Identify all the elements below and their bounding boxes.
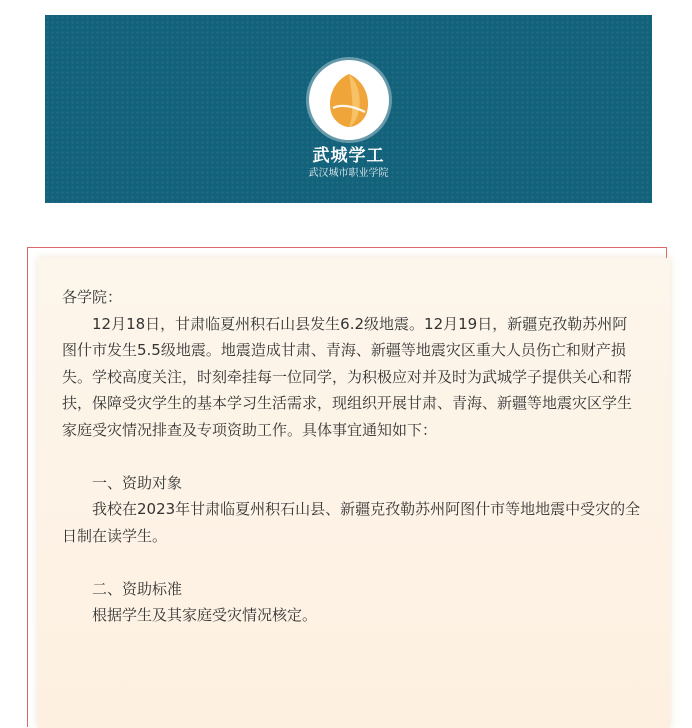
brand-title: 武城学工 — [312, 146, 385, 166]
paragraph-spacer — [62, 443, 642, 470]
header-banner — [45, 15, 652, 203]
leaf-logo-icon — [309, 60, 389, 140]
section-body-standard: 根据学生及其家庭受灾情况核定。 — [92, 606, 318, 624]
notice-intro-paragraph: 12月18日，甘肃临夏州积石山县发生6.2级地震。12月19日，新疆克孜勒苏州阿图什市发生5.5级地震。地震造成甘肃、青海、新疆等地震灾区重大人员伤亡和财产损失。学校高度关注，时刻牵挂每一位同学，为积极应对并及时为武城学子提供关心和帮扶，保障受灾学生的基本学习生活需求，现组织开展甘肃、青海、新疆等地震灾区学生家庭受灾情况排查及专项资助工作。具体事宜通知如下： — [62, 314, 633, 439]
notice-content — [62, 284, 642, 629]
paragraph-spacer — [62, 549, 642, 576]
section-heading-recipients: 一、资助对象 — [92, 473, 183, 492]
notice-salutation: 各学院： — [62, 288, 123, 306]
section-heading-standard: 二、资助标准 — [92, 579, 183, 598]
brand-logo — [309, 60, 389, 140]
section-body-recipients: 我校在2023年甘肃临夏州积石山县、新疆克孜勒苏州阿图什市等地地震中受灾的全日制在读学生。 — [62, 500, 641, 545]
brand-subtitle: 武汉城市职业学院 — [308, 168, 389, 179]
